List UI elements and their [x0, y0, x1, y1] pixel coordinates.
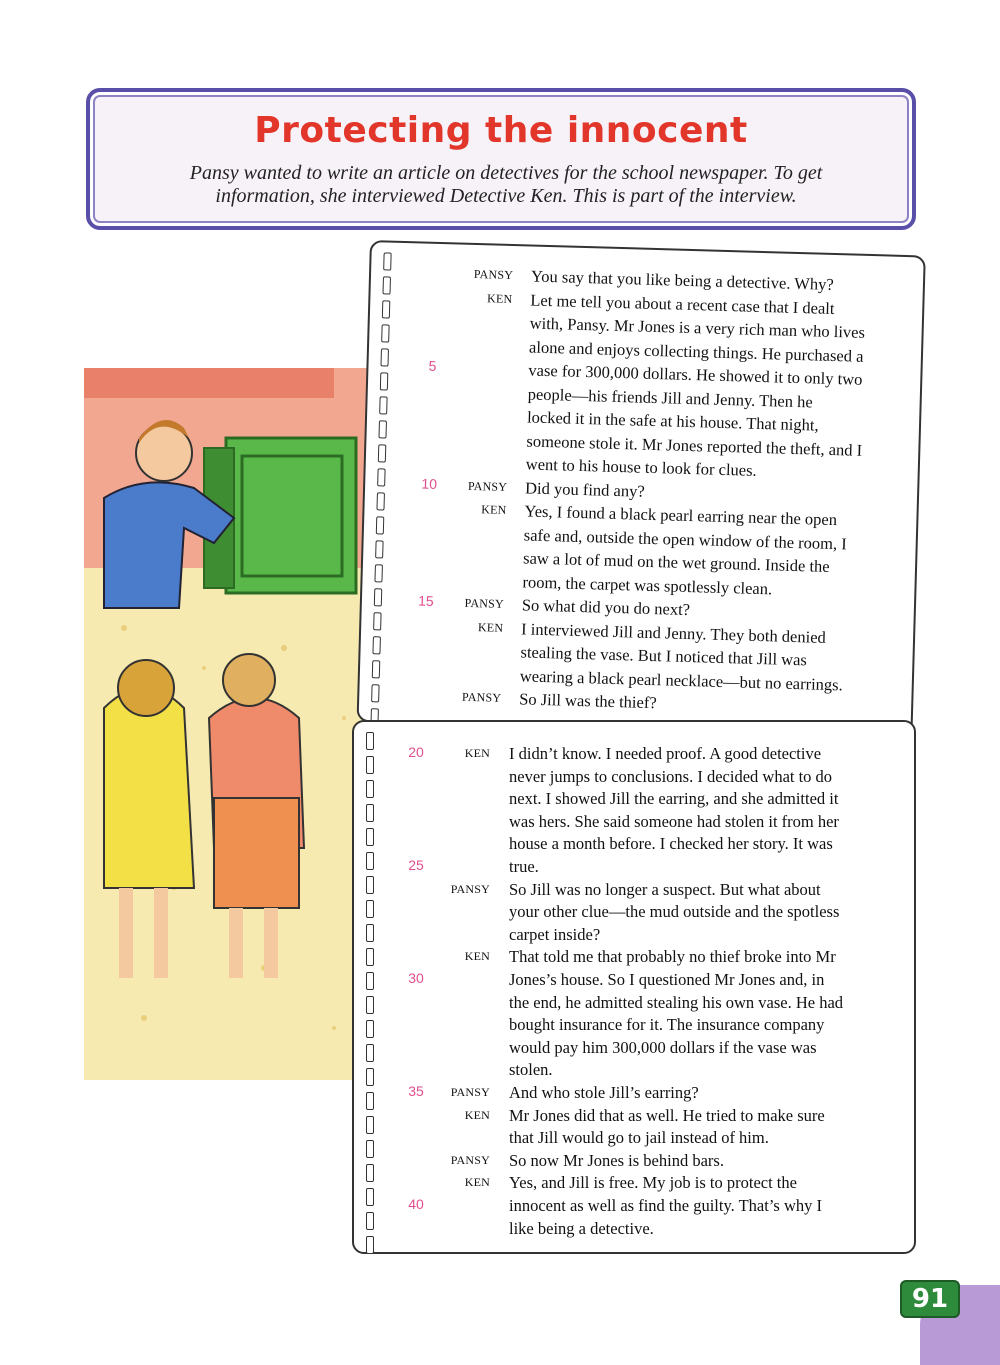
- dialogue-line: [354, 812, 914, 834]
- speaker-label: KEN: [481, 502, 507, 517]
- speaker-label: [435, 571, 505, 573]
- speaker-label: KEN: [464, 746, 490, 760]
- speaker-label: PANSY: [473, 266, 514, 283]
- dialogue-line: [354, 1106, 914, 1128]
- dialogue-text: stealing the vase. But I noticed that Jill was: [520, 642, 808, 670]
- dialogue-text: room, the carpet was spotlessly clean.: [522, 571, 773, 598]
- line-number: [409, 498, 449, 499]
- dialogue-text: would pay him 300,000 dollars if the vase was: [509, 1037, 817, 1057]
- line-number: 15: [417, 592, 434, 609]
- intro-text: Pansy wanted to write an article on detectives for the school newspaper. To get information, she interviewed Detective Ken. This is part of the interview.: [189, 162, 823, 207]
- line-number: [411, 428, 451, 429]
- speaker-label: PANSY: [450, 881, 490, 896]
- line-number: 20: [408, 744, 424, 760]
- dialogue-line: [354, 767, 914, 789]
- dialogue-text: Jones’s house. So I questioned Mr Jones and, in: [509, 970, 825, 989]
- dialogue-text: carpet inside?: [509, 924, 601, 944]
- dialogue-line: [354, 857, 914, 879]
- dialogue-line: [354, 789, 914, 811]
- dialogue-line: [354, 1173, 914, 1195]
- speaker-label: [432, 665, 502, 667]
- speaker-label: [439, 430, 509, 432]
- dialogue-text: never jumps to conclusions. I decided what to do: [509, 766, 833, 786]
- dialogue-text: Yes, and Jill is free. My job is to protect the: [509, 1173, 797, 1193]
- speaker-label: [433, 642, 503, 644]
- speaker-label: [439, 407, 509, 409]
- line-number: 35: [408, 1083, 424, 1099]
- dialogue-text: next. I showed Jill the earring, and she admitted it: [509, 789, 839, 809]
- dialogue-text: That told me that probably no thief broke into Mr: [509, 947, 836, 967]
- dialogue-text: locked it in the safe at his house. That night,: [526, 407, 819, 435]
- dialogue-line: [354, 880, 914, 902]
- line-number: 25: [408, 857, 424, 873]
- line-number: [414, 310, 454, 311]
- dialogue-line: [354, 744, 914, 766]
- speaker-label: KEN: [464, 1175, 490, 1190]
- line-number: [415, 287, 455, 288]
- dialogue-text: safe and, outside the open window of the room, I: [523, 524, 848, 553]
- dialogue-line: [354, 993, 914, 1015]
- speaker-label: KEN: [464, 1107, 490, 1122]
- dialogue-line: [354, 1128, 914, 1150]
- speaker-label: PANSY: [467, 478, 508, 494]
- dialogue-text: Mr Jones did that as well. He tried to make sure: [509, 1105, 825, 1125]
- dialogue-text: Let me tell you about a recent case that I dealt: [530, 290, 835, 318]
- dialogue-text: true.: [509, 857, 539, 876]
- speaker-label: PANSY: [450, 1085, 490, 1099]
- dialogue-line: [354, 1151, 914, 1173]
- dialogue-text: vase for 300,000 dollars. He showed it to only two: [528, 360, 863, 389]
- speaker-label: PANSY: [464, 595, 505, 611]
- line-number: [407, 569, 447, 570]
- dialogue-text: So Jill was no longer a suspect. But what about: [509, 879, 821, 899]
- dialogue-text: So what did you do next?: [521, 595, 691, 620]
- line-number: [411, 404, 451, 405]
- speaker-label: [441, 337, 511, 339]
- interview-card-2: [352, 720, 916, 1254]
- dialogue-text: with, Pansy. Mr Jones is a very rich man who lives: [529, 313, 866, 342]
- detective-illustration: [84, 368, 384, 1080]
- dialogue-line: [354, 947, 914, 969]
- dialogue-text: bought insurance for it. The insurance company: [509, 1015, 825, 1035]
- dialogue-text: So now Mr Jones is behind bars.: [509, 1150, 724, 1170]
- dialogue-text: the end, he admitted stealing his own vase. He had: [509, 992, 844, 1012]
- speaker-label: [440, 384, 510, 386]
- dialogue-line: [354, 970, 914, 992]
- dialogue-text: I didn’t know. I needed proof. A good detective: [509, 744, 822, 763]
- dialogue-text: your other clue—the mud outside and the spotless: [509, 902, 840, 922]
- dialogue-text: I interviewed Jill and Jenny. They both denied: [520, 618, 827, 647]
- dialogue-text: stolen.: [509, 1060, 553, 1080]
- dialogue-text: that Jill would go to jail instead of him.: [509, 1128, 769, 1148]
- line-number: 10: [421, 475, 438, 492]
- line-number: [406, 616, 446, 617]
- line-number: [407, 545, 447, 546]
- line-number: 40: [408, 1196, 424, 1212]
- dialogue-text: was hers. She said someone had stolen it from her: [509, 811, 839, 831]
- dialogue-line: [354, 1196, 914, 1218]
- dialogue-text: So Jill was the thief?: [518, 689, 657, 713]
- line-number: [415, 263, 455, 264]
- dialogue-text: wearing a black pearl necklace—but no earrings.: [519, 665, 844, 694]
- speaker-label: KEN: [486, 290, 513, 306]
- dialogue-text: You say that you like being a detective. Why?: [530, 266, 834, 294]
- dialogue-line: [354, 1083, 914, 1105]
- dialogue-lines: [372, 242, 924, 713]
- dialogue-line: [354, 1060, 914, 1082]
- speaker-label: [438, 454, 508, 456]
- speaker-label: [435, 548, 505, 550]
- speaker-label: [436, 524, 506, 526]
- dialogue-line: [354, 902, 914, 924]
- speaker-label: PANSY: [450, 1152, 490, 1167]
- speaker-label: PANSY: [461, 689, 502, 705]
- page-title: Protecting the innocent: [254, 110, 748, 151]
- interview-card-1: [357, 240, 926, 737]
- line-number: [408, 522, 448, 523]
- dialogue-line: [354, 1038, 914, 1060]
- dialogue-text: went to his house to look for clues.: [525, 454, 757, 480]
- line-number: [404, 663, 444, 664]
- dialogue-text: Yes, I found a black pearl earring near the open: [524, 501, 838, 530]
- dialogue-text: innocent as well as find the guilty. That’s why I: [509, 1196, 822, 1215]
- dialogue-text: alone and enjoys collecting things. He purchased a: [528, 336, 864, 366]
- dialogue-text: saw a lot of mud on the wet ground. Inside the: [522, 548, 830, 576]
- line-number: 30: [408, 970, 424, 986]
- dialogue-line: [354, 834, 914, 856]
- dialogue-text: Did you find any?: [524, 477, 645, 501]
- speaker-label: [442, 313, 512, 315]
- line-number: [412, 381, 452, 382]
- line-number: [413, 334, 453, 335]
- dialogue-line: [354, 1219, 914, 1241]
- line-number: [405, 639, 445, 640]
- speaker-label: KEN: [464, 949, 490, 964]
- dialogue-text: And who stole Jill’s earring?: [509, 1083, 699, 1102]
- page-number: 91: [900, 1280, 960, 1318]
- dialogue-text: house a month before. I checked her story. It was: [509, 834, 833, 854]
- dialogue-line: [354, 1015, 914, 1037]
- dialogue-line: [354, 925, 914, 947]
- line-number: [410, 451, 450, 452]
- dialogue-text: someone stole it. Mr Jones reported the theft, and I: [526, 430, 863, 460]
- dialogue-text: people—his friends Jill and Jenny. Then he: [527, 383, 813, 411]
- line-number: 5: [428, 357, 437, 374]
- speaker-label: KEN: [477, 619, 504, 635]
- line-number: [404, 686, 444, 687]
- dialogue-text: like being a detective.: [509, 1218, 654, 1238]
- title-banner: [86, 88, 916, 230]
